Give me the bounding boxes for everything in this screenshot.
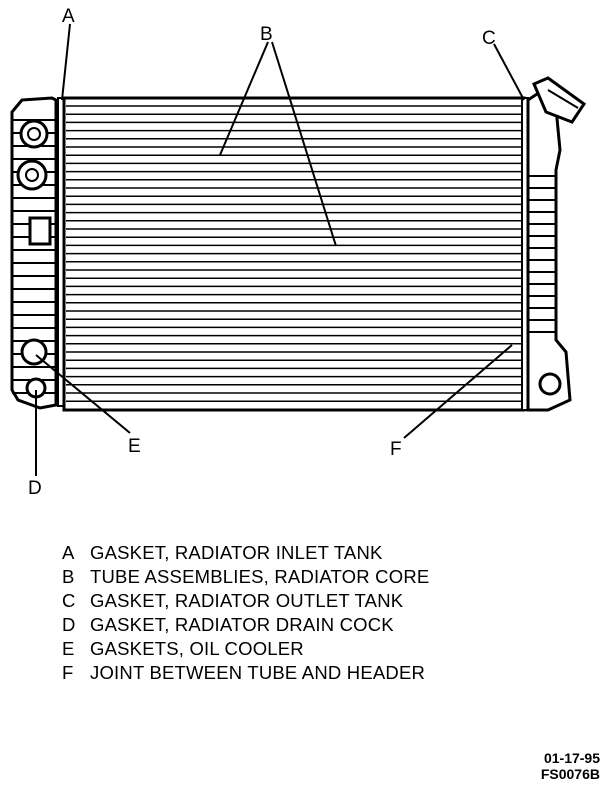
figure-code: FS0076B [540,766,600,782]
legend-item [62,589,429,613]
figure-reference [541,750,600,782]
parts-legend [62,541,429,685]
outlet-tank-ribs [528,176,556,332]
legend-text: GASKET, RADIATOR OUTLET TANK [90,590,404,611]
legend-item [62,637,429,661]
legend-item [62,613,429,637]
callout-c: C [482,28,496,49]
callout-b: B [260,24,273,45]
outlet-tank [528,92,570,410]
legend-key: F [62,662,74,683]
figure-date: 01-17-95 [543,750,600,766]
inlet-fitting-upper [21,121,47,147]
legend-text: JOINT BETWEEN TUBE AND HEADER [90,662,426,683]
legend-item [62,565,429,589]
callout-f: F [390,439,402,460]
legend-item [62,541,429,565]
legend-text: GASKET, RADIATOR INLET TANK [90,542,383,563]
callout-d: D [28,478,42,499]
callout-a: A [62,6,75,27]
legend-key: D [62,614,76,635]
legend-key: B [62,566,75,587]
legend-key: E [62,638,75,659]
callout-e: E [128,436,141,457]
inlet-fitting-lower [18,161,46,189]
outlet-neck [534,78,584,122]
radiator-core [64,98,524,410]
legend-key: A [62,542,75,563]
inlet-tank-plate [30,218,50,244]
legend-text: GASKETS, OIL COOLER [90,638,304,659]
legend-text: GASKET, RADIATOR DRAIN COCK [90,614,394,635]
legend-key: C [62,590,76,611]
outlet-fitting [540,374,560,394]
legend-text: TUBE ASSEMBLIES, RADIATOR CORE [90,566,430,587]
legend-item [62,661,429,685]
